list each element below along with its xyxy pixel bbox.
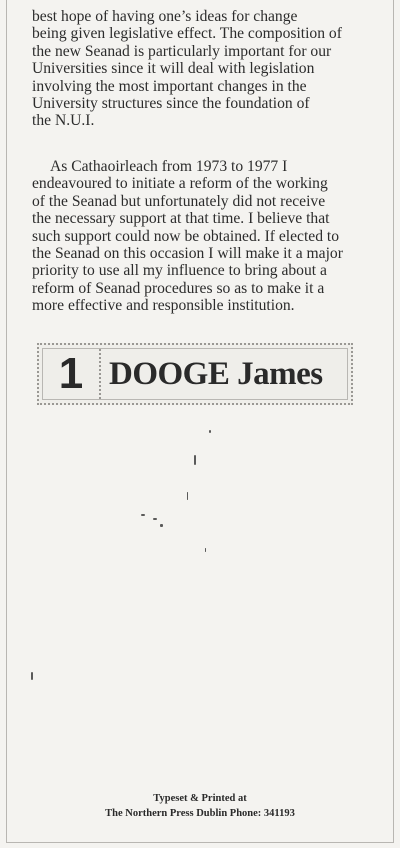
candidate-name: DOOGE James <box>109 355 323 392</box>
speck-mark <box>31 672 33 680</box>
text-line: University structures since the foundation of <box>32 95 310 113</box>
text-line: the necessary support at that time. I believe that <box>32 210 330 228</box>
speck-mark <box>153 518 157 520</box>
speck-mark <box>160 524 163 527</box>
left-border <box>6 0 7 842</box>
bottom-border <box>6 842 394 843</box>
paragraph-1 <box>32 8 374 130</box>
text-line: reform of Seanad procedures so as to make it a <box>32 279 325 297</box>
speck-mark <box>205 548 206 552</box>
speck-mark <box>187 492 188 500</box>
paragraph-2 <box>32 158 374 315</box>
speck-mark <box>209 430 211 433</box>
preference-number: 1 <box>58 349 84 398</box>
ballot-divider <box>99 349 101 399</box>
text-line: of the Seanad but unfortunately did not receive <box>32 192 326 210</box>
text-line: Universities since it will deal with legislation <box>32 60 315 78</box>
text-line: best hope of having one’s ideas for change <box>32 8 298 25</box>
ballot-inner-frame <box>42 348 348 400</box>
printer-credit-line2: The Northern Press Dublin Phone: 341193 <box>105 808 295 819</box>
printer-credit-line1: Typeset & Printed at <box>153 793 247 804</box>
text-line: more effective and responsible institution. <box>32 297 295 315</box>
text-line: the new Seanad is particularly important for our <box>32 42 332 60</box>
text-line: the Seanad on this occasion I will make it a major <box>32 245 343 263</box>
text-line: priority to use all my influence to bring about a <box>32 262 327 280</box>
speck-mark <box>141 514 145 516</box>
text-line: the N.U.I. <box>32 112 95 130</box>
text-line: As Cathaoirleach from 1973 to 1977 I <box>50 158 288 175</box>
ballot-box <box>37 343 353 405</box>
speck-mark <box>194 455 196 465</box>
text-line: being given legislative effect. The composition of <box>32 25 342 43</box>
right-border <box>393 0 394 842</box>
text-line: involving the most important changes in the <box>32 77 307 95</box>
text-line: endeavoured to initiate a reform of the working <box>32 175 328 193</box>
text-line: such support could now be obtained. If elected to <box>32 227 340 245</box>
